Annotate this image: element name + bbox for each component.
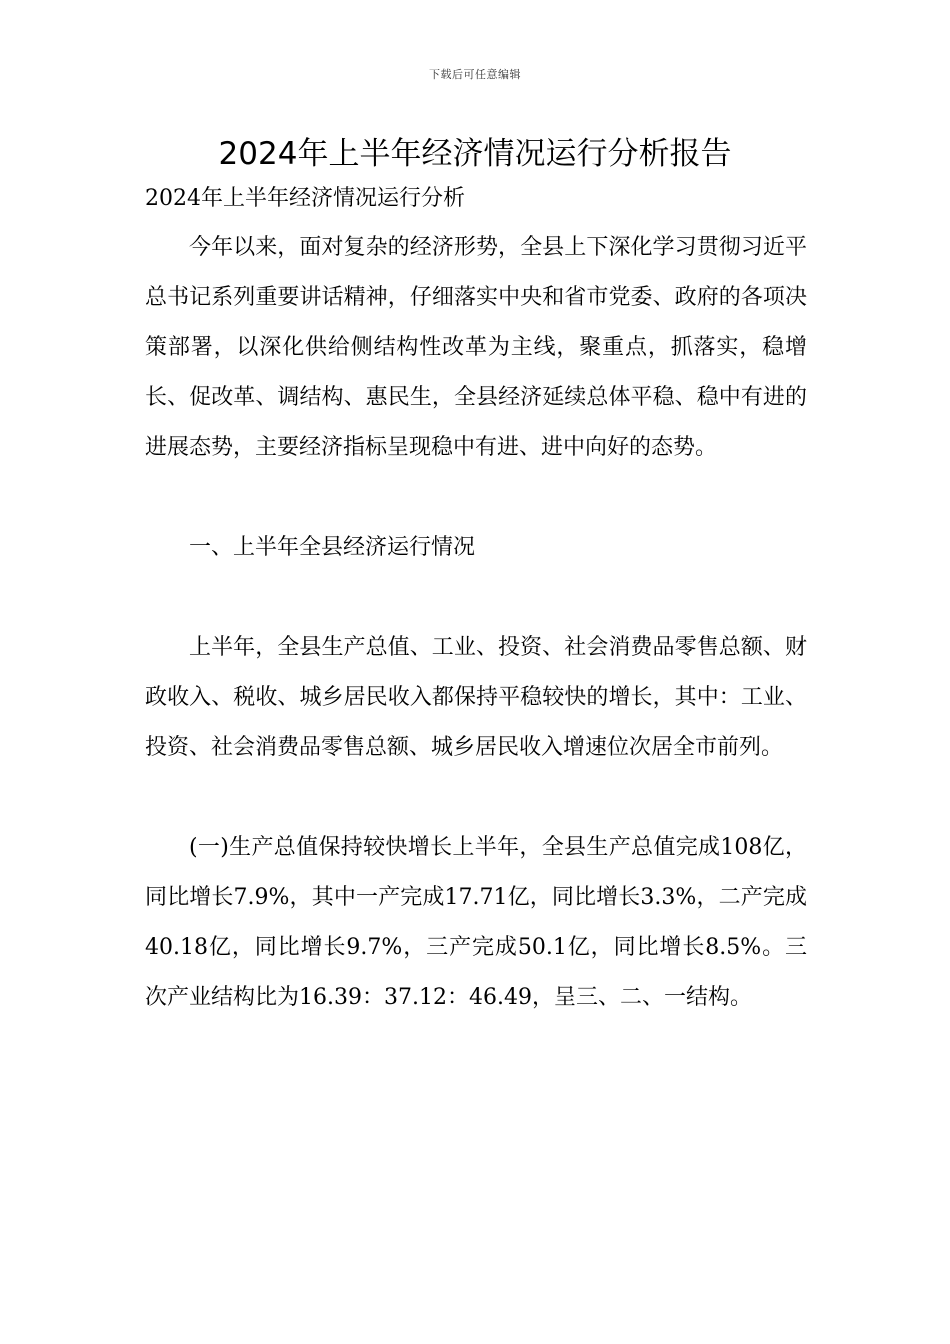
section-heading: 一、上半年全县经济运行情况 [189,535,476,560]
document-subtitle: 2024年上半年经济情况运行分析 [145,186,465,211]
header-note: 下载后可任意编辑 [429,68,521,81]
document-title: 2024年上半年经济情况运行分析报告 [218,136,732,172]
intro-paragraph: 今年以来，面对复杂的经济形势，全县上下深化学习贯彻习近平总书记系列重要讲话精神，仔细落实中央和省市党委、政府的各项决策部署，以深化供给侧结构性改革为主线，聚重点，抓落实，稳增长、促改革、调结构、惠民生，全县经济延续总体平稳、稳中有进的进展态势，主要经济指标呈现稳中有进、进中向好的态势。 [145,235,807,460]
section-paragraph: 上半年，全县生产总值、工业、投资、社会消费品零售总额、财政收入、税收、城乡居民收入都保持平稳较快的增长，其中：工业、投资、社会消费品零售总额、城乡居民收入增速位次居全市前列。 [145,635,807,760]
gdp-paragraph: (一)生产总值保持较快增长上半年，全县生产总值完成108亿，同比增长7.9%，其中一产完成17.71亿，同比增长3.3%，二产完成40.18亿，同比增长9.7%，三产完成50.1亿，同比增长8.5%。三次产业结构比为16.39：37.12：46.49，呈三、二、一结构。 [145,835,807,1010]
document-body [145,180,807,1023]
